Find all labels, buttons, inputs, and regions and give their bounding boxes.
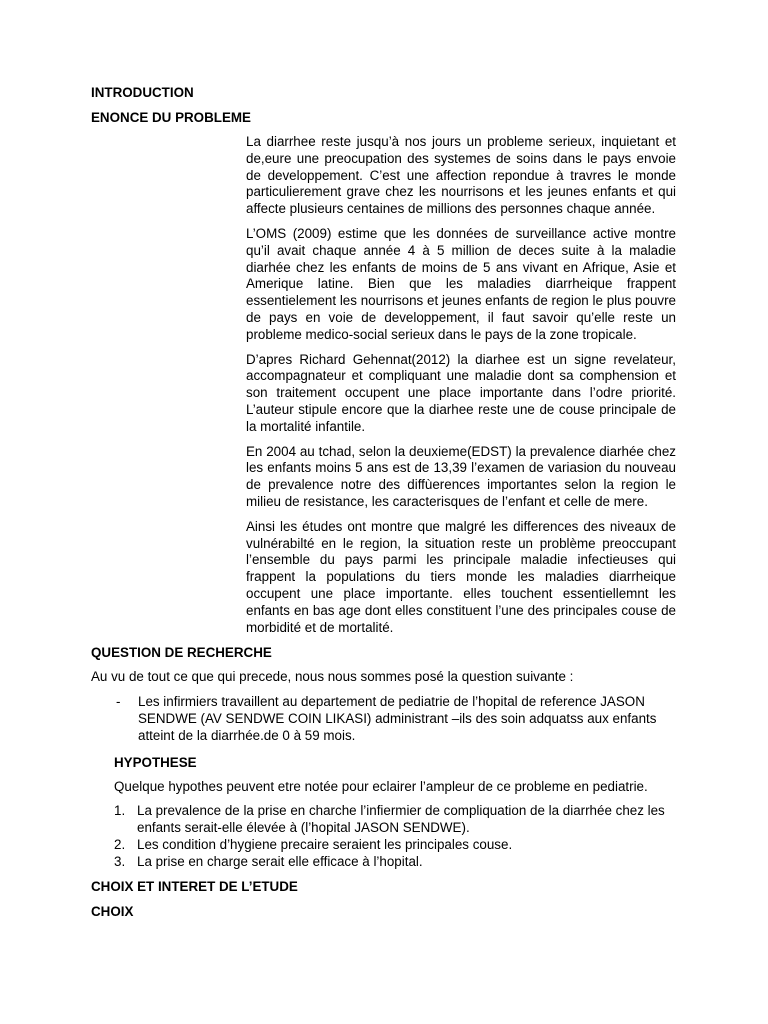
heading-enonce-du-probleme: ENONCE DU PROBLEME [91, 110, 251, 125]
heading-choix-et-interet: CHOIX ET INTERET DE L’ETUDE [91, 879, 298, 895]
heading-choix: CHOIX [91, 904, 134, 920]
hypotheses-list [114, 803, 676, 870]
paragraph-3: D’apres Richard Gehennat(2012) la diarhee est un signe revelateur, accompagnateur et compliquant une maladie dont sa comphension et son traitement occupent une place importante dans l’odre priorité. L’auteur stipule encore que la diarhee reste une de couse principale de la mortalité infantile. [246, 351, 676, 434]
hypothesis-item [114, 837, 676, 854]
question-list-item [91, 694, 676, 744]
hypothesis-text: La prise en charge serait elle efficace à l’hopital. [137, 853, 423, 869]
hypothesis-text: Les condition d’hygiene precaire seraient les principales couse. [137, 836, 513, 852]
document-body [91, 84, 676, 928]
hypothesis-number: 2. [114, 836, 126, 852]
hypothesis-text: La prevalence de la prise en charche l’infiermier de compliquation de la diarrhée chez les enfants serait-elle élevée à (l’hopital JASON SENDWE). [137, 803, 665, 836]
hypothesis-number: 1. [114, 803, 126, 819]
hypothesis-number: 3. [114, 853, 126, 869]
hypothesis-item [114, 803, 676, 837]
question-item-text: Les infirmiers travaillent au departement de pediatrie de l’hopital de reference JASON SENDWE (AV SENDWE COIN LIKASI) administrant –ils des soin adquatss aux enfants atteint de la diarrhée.de 0 à 59 mois. [138, 694, 657, 743]
paragraph-1: La diarrhee reste jusqu’à nos jours un probleme serieux, inquietant et de,eure une preocupation des systemes de soins dans le pays envoie de developpement. C’est une affection repondue à travres le monde particulierement grave chez les nourrisons et les jeunes enfants et qui affecte plusieurs centaines de millions des personnes chaque année. [246, 134, 676, 217]
question-intro: Au vu de tout ce que qui precede, nous nous sommes posé la question suivante : [91, 669, 574, 685]
heading-question-de-recherche: QUESTION DE RECHERCHE [91, 645, 272, 661]
paragraph-2: L’OMS (2009) estime que les données de surveillance active montre qu’il avait chaque année 4 à 5 million de deces suite à la maladie diarhée chez les enfants de moins de 5 ans vivant en Afrique, Asie et Amerique latine. Bien que les maladies diarrheique frappent essentielement les nourrisons et jeunes enfants de region le plus pouvre de pays en voie de developpement, il faut savoir qu’elle reste un probleme medico-social serieux dans le pays de la zone tropicale. [246, 225, 676, 342]
heading-hypothese: HYPOTHESE [114, 754, 197, 770]
title-introduction: INTRODUCTION [91, 85, 194, 100]
paragraph-4: En 2004 au tchad, selon la deuxieme(EDST) la prevalence diarhée chez les enfants moins 5 ans est de 13,39 l’examen de variasion du nouveau de prevalence notre des diffùerences importantes selon la region le milieu de resistance, les caracterisques de l’enfant et celle de mere. [246, 443, 676, 509]
paragraph-5: Ainsi les études ont montre que malgré les differences des niveaux de vulnérabilté en le region, la situation reste un problème preoccupant l’ensemble du pays parmi les principale maladie infectieuses qui frappent la populations du tiers monde les maladies diarrheique occupent une place importante. elles touchent essentiellemnt les enfants en bas age dont elles constituent l’une des principales couse de morbidité et de mortalité. [246, 518, 676, 635]
dash-bullet: - [116, 694, 121, 710]
hypothese-intro: Quelque hypothes peuvent etre notée pour eclairer l’ampleur de ce probleme en pediatrie. [114, 778, 648, 794]
hypothesis-item [114, 854, 676, 871]
